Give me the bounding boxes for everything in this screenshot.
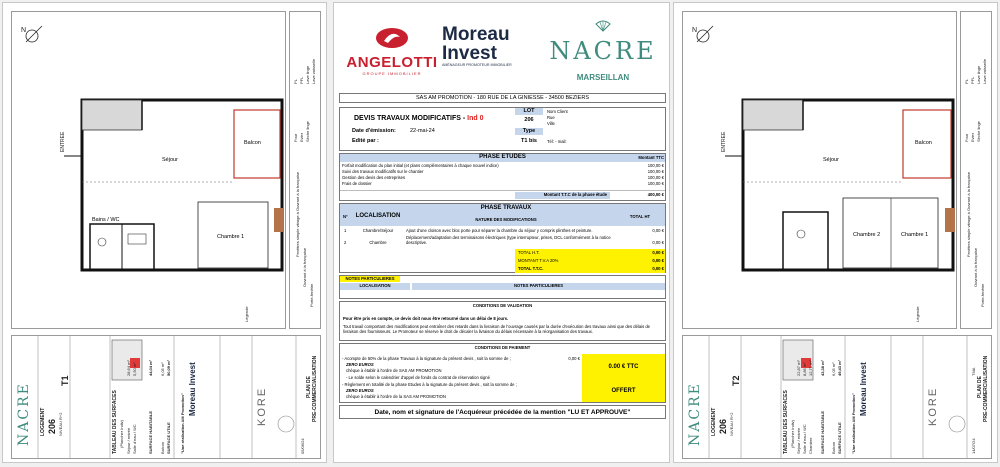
client-street-label: Rue bbox=[547, 115, 555, 120]
col-n-header: N° bbox=[343, 214, 348, 219]
etude-row-label: Frais de dossier bbox=[342, 181, 372, 186]
total-ht-label: TOTAL H.T. bbox=[518, 250, 540, 255]
legend-bottom-label: Légende bbox=[915, 306, 920, 322]
travaux-row-loc: Chambre bbox=[369, 240, 387, 245]
plan-note: Ouvrant à la française bbox=[302, 247, 307, 287]
surface-row-label: Salle d'eau / WC bbox=[132, 424, 137, 454]
company-address: SAS AM PROMOTION - 180 RUE DE LA GINIESSE - 34500 BEZIERS bbox=[339, 93, 666, 103]
surface-row-value: 22,87 m² bbox=[796, 360, 801, 376]
svg-text:N: N bbox=[21, 27, 27, 34]
validation-title: CONDITIONS DE VALIDATION bbox=[472, 303, 533, 308]
room-label: Chambre 1 bbox=[217, 234, 245, 240]
legend-item: Lave vaisselle bbox=[311, 58, 316, 84]
angelotti-subtitle: GROUPE IMMOBILIER bbox=[362, 71, 422, 76]
svg-text:N: N bbox=[692, 27, 698, 34]
nacre-city: MARSEILLAN bbox=[576, 73, 630, 82]
room-label: Séjour bbox=[823, 157, 839, 163]
surface-utile-label: SURFACE UTILE bbox=[166, 422, 171, 454]
logement-type: T1 bbox=[60, 375, 70, 386]
room-label: Séjour bbox=[162, 157, 178, 163]
date-label: Date d'émission: bbox=[352, 128, 396, 134]
plan-note: Ouvrant à la française bbox=[973, 247, 978, 287]
surface-habitable-value: 43,38 m² bbox=[820, 359, 825, 376]
paiement-title: CONDITIONS DE PAIEMENT bbox=[474, 345, 531, 350]
niveau-label: NIVEAU R+2 bbox=[729, 412, 734, 436]
angelotti-logo bbox=[346, 27, 438, 76]
surface-row-value: 5,50 m² bbox=[132, 362, 137, 376]
legend-item: Lave linge bbox=[976, 65, 981, 84]
travaux-row-n: 1 bbox=[344, 228, 347, 233]
notes-col-localisation: LOCALISATION bbox=[340, 283, 410, 290]
balcon-value: 6,05 m² bbox=[160, 362, 165, 376]
legend-item: PFL bbox=[970, 76, 975, 84]
lot-label: LOT bbox=[515, 108, 543, 115]
montant-ttc-header: Montant TTC bbox=[638, 155, 664, 160]
logement-label: LOGEMENT bbox=[711, 407, 717, 436]
surface-utile-label: SURFACE UTILE bbox=[837, 422, 842, 454]
angelotti-mark-icon bbox=[374, 27, 410, 49]
tva-label: MONTANT T.V.A 20% bbox=[518, 258, 559, 263]
legend-item: PL bbox=[293, 79, 298, 84]
travaux-row-total: 0,00 € bbox=[652, 240, 664, 245]
surface-table-title: TABLEAU DES SURFACES bbox=[112, 390, 118, 454]
notes-col-notes: NOTES PARTICULIERES bbox=[412, 283, 665, 290]
travaux-row-nature: Déplacement/adaptation des terminaisons électriques (type interrupteur, prises, DCL conformément à la notice descriptive. bbox=[406, 235, 611, 245]
etude-total-label: Montant T.T.C de la phase étude bbox=[515, 192, 610, 199]
surface-row-label: Séjour / entrée bbox=[126, 427, 131, 454]
plan-type: PRE-COMMERCIALISATION bbox=[983, 355, 989, 422]
plan-index: TMA bbox=[971, 367, 976, 376]
legend-item: Sèche linge bbox=[305, 121, 310, 142]
shell-icon bbox=[595, 20, 611, 32]
etude-row-label: Forfait modification du plan initial (et plans complémentaires à chaque nouvel indice) bbox=[342, 163, 499, 168]
etude-row-label: Gestion des devis des entreprises bbox=[342, 175, 406, 180]
left-title-block bbox=[11, 335, 321, 459]
surface-row-label: Chambre bbox=[808, 437, 813, 454]
room-label: Chambre 2 bbox=[853, 232, 881, 238]
lot-value: 206 bbox=[524, 117, 534, 123]
compass-icon bbox=[21, 26, 42, 42]
nacre-logo: NACRE bbox=[687, 382, 703, 446]
client-city-label: Ville bbox=[547, 121, 555, 126]
moreau-subtitle: AMÉNAGEUR PROMOTEUR IMMOBILIER bbox=[442, 63, 512, 67]
realisation-label: "Une réalisation AM Promotion" bbox=[851, 393, 856, 454]
validation-line-1: Pour être pris en compte, ce devis doit nous être retourné dans un délai de 8 jours. bbox=[343, 316, 509, 321]
cheque-line-1: chèque à établir à l'ordre de SAS AM PROMOTION bbox=[346, 368, 442, 373]
travaux-row-nature: Ajout d'une cloison avec bloc porte pour séparer la chambre du séjour y compris plinthes et peinture. bbox=[406, 228, 593, 233]
surface-utile-value: 50,09 m² bbox=[166, 359, 171, 376]
nacre-logo: NACRE bbox=[16, 382, 32, 446]
legend-item: Evier bbox=[299, 132, 304, 142]
room-label: Balcon bbox=[915, 140, 932, 146]
surface-row-label: Salle d'eau / WC bbox=[802, 424, 807, 454]
notes-particulieres-table bbox=[339, 275, 666, 299]
legend-item: Lave linge bbox=[305, 65, 310, 84]
surface-table-subtitle: (Plancher Indiv) bbox=[119, 419, 124, 448]
etude-row-label: Suivi des travaux modificatifs sur le chantier bbox=[342, 169, 424, 174]
plan-note: Porte-fenêtre bbox=[309, 283, 314, 307]
left-plan-drawing-area bbox=[11, 11, 286, 329]
surface-row-label: Séjour / entrée bbox=[796, 427, 801, 454]
balcon-value: 6,05 m² bbox=[831, 362, 836, 376]
plan-note: Fenêtres simple vitrage à Ouvrant à la française bbox=[295, 171, 300, 257]
devis-sheet bbox=[333, 2, 670, 463]
moreau-invest-logo: Moreau Invest bbox=[188, 362, 197, 416]
compass-icon bbox=[692, 26, 713, 42]
paiement-line-3: - Règlement en totalité de la phase Etudes à la signature du présent devis , soit la somme de ; bbox=[342, 382, 517, 387]
plan-label: PLAN DE bbox=[977, 376, 983, 398]
left-floor-plan-drawing bbox=[12, 12, 285, 328]
surface-row-value: 12,71 m² bbox=[808, 360, 813, 376]
type-label: Type bbox=[515, 128, 543, 135]
legend-item: Sèche linge bbox=[976, 121, 981, 142]
cheque-line-2: chèque à établir à l'ordre de la SAS AM PROMOTION bbox=[346, 394, 446, 399]
travaux-row-n: 2 bbox=[344, 240, 347, 245]
logement-number: 206 bbox=[718, 418, 728, 434]
col-total-header: TOTAL HT bbox=[629, 214, 651, 219]
surface-table-title: TABLEAU DES SURFACES bbox=[783, 390, 789, 454]
nacre-name: NACRE bbox=[549, 37, 657, 65]
plan-note: Porte-fenêtre bbox=[980, 283, 985, 307]
plan-label: PLAN DE bbox=[306, 376, 312, 398]
phase-etudes-table bbox=[339, 153, 666, 201]
col-localisation-header: LOCALISATION bbox=[355, 213, 401, 219]
offert-highlight: OFFERT bbox=[582, 380, 665, 402]
legend-item: Lave vaisselle bbox=[982, 58, 987, 84]
right-floor-plan-drawing bbox=[683, 12, 956, 328]
paiement-line-1-value: 0,00 € bbox=[568, 356, 580, 361]
notes-title: NOTES PARTICULIERES bbox=[340, 276, 400, 282]
plan-date: 14/07/24 bbox=[971, 438, 976, 454]
phase-etudes-title: PHASE ETUDES bbox=[340, 154, 665, 162]
right-title-block bbox=[682, 335, 992, 459]
room-label: Balcon bbox=[244, 140, 261, 146]
angelotti-name: ANGELOTTI bbox=[346, 54, 438, 71]
surface-habitable-label: SURFACE HABITABLE bbox=[820, 410, 825, 454]
client-name-label: Nom Client bbox=[547, 109, 568, 114]
plan-date: 05/06/24 bbox=[300, 438, 305, 454]
legend-bottom-label: Légende bbox=[244, 306, 249, 322]
moreau-top: Moreau bbox=[442, 24, 510, 45]
entry-label: ENTREE bbox=[721, 131, 727, 152]
legend-item: PFL bbox=[299, 76, 304, 84]
total-ttc-highlight: 0.00 € TTC bbox=[582, 354, 665, 380]
validation-box bbox=[339, 301, 666, 341]
surface-row-value: 8,85 m² bbox=[802, 362, 807, 376]
date-value: 22-mai-24 bbox=[410, 128, 435, 134]
moreau-invest-logo: Moreau Invest bbox=[859, 362, 868, 416]
travaux-row-total: 0,00 € bbox=[652, 228, 664, 233]
paiement-line-1: - Acompte de 50% de la phase Travaux à la signature du présent devis , soit la somme de ; bbox=[342, 356, 511, 361]
paiement-line-2: - Le solde selon le calendrier d'appel de fonds du contrat de réservation signé bbox=[346, 375, 490, 380]
travaux-row-loc: Chambre/Séjour bbox=[362, 228, 394, 233]
phase-travaux-table bbox=[339, 203, 666, 273]
surface-table-subtitle: (Plancher Indiv) bbox=[790, 419, 795, 448]
etude-row-value: 100,00 € bbox=[647, 175, 664, 180]
col-nature-header: NATURE DES MODIFICATIONS bbox=[475, 217, 537, 222]
devis-header bbox=[339, 107, 666, 151]
type-value: T1 bis bbox=[521, 138, 537, 144]
room-label: Chambre 1 bbox=[901, 232, 929, 238]
ttc-value: 0,00 € bbox=[652, 266, 664, 271]
edited-label: Edité par : bbox=[352, 138, 379, 144]
client-contact-label: Tél: - mail: bbox=[547, 139, 567, 144]
balcon-label: Balcon bbox=[831, 441, 836, 454]
logement-number: 206 bbox=[47, 418, 57, 434]
devis-title: DEVIS TRAVAUX MODIFICATIFS - Ind 0 bbox=[354, 115, 484, 122]
signature-text: Date, nom et signature de l'Acquéreur précédée de la mention "LU ET APPROUVE" bbox=[374, 409, 631, 416]
logement-type: T2 bbox=[731, 375, 741, 386]
ttc-label: TOTAL T.T.C. bbox=[518, 266, 544, 271]
surface-habitable-label: SURFACE HABITABLE bbox=[148, 410, 153, 454]
right-floor-plan-sheet bbox=[673, 2, 998, 463]
right-legend-column bbox=[960, 11, 992, 329]
legend-item: Evier bbox=[970, 132, 975, 142]
validation-line-2: Tout travail comportant des modifications peut entraîner des retards dans la livraison de l'ouvrage causés par la durée d'exécution des travaux ainsi que des délais de livraison des fournisseurs. Le Promoteur se réserve le droit de décaler la livraison du délais nécessaire à la réorganisation des travaux. bbox=[343, 324, 650, 334]
etude-total-value: 400,00 € bbox=[647, 192, 664, 197]
moreau-invest-logo bbox=[442, 25, 532, 67]
room-label: Bains / WC bbox=[92, 217, 120, 223]
kore-logo: KORE bbox=[927, 386, 939, 426]
entry-label: ENTREE bbox=[60, 131, 66, 152]
zero-euros-2: ZERO EUROS bbox=[346, 388, 374, 393]
kore-logo: KORE bbox=[256, 386, 268, 426]
total-ht-value: 0,00 € bbox=[652, 250, 664, 255]
etude-row-value: 100,00 € bbox=[647, 169, 664, 174]
right-plan-drawing-area bbox=[682, 11, 957, 329]
legend-item: Four bbox=[293, 133, 298, 142]
surface-utile-value: 49,43 m² bbox=[837, 359, 842, 376]
tva-value: 0,00 € bbox=[652, 258, 664, 263]
logo-row bbox=[334, 17, 671, 82]
etude-row-value: 100,00 € bbox=[647, 181, 664, 186]
realisation-label: "Une réalisation AM Promotion" bbox=[180, 393, 185, 454]
etude-row-value: 100,00 € bbox=[647, 163, 664, 168]
left-floor-plan-sheet bbox=[2, 2, 327, 463]
devis-index: Ind 0 bbox=[467, 115, 484, 122]
plan-note: Fenêtres simple vitrage à Ouvrant à la française bbox=[966, 171, 971, 257]
surface-habitable-value: 44,04 m² bbox=[148, 359, 153, 376]
nacre-logo bbox=[542, 19, 664, 82]
left-legend-column bbox=[289, 11, 321, 329]
moreau-bottom: Invest bbox=[442, 43, 497, 64]
plan-type: PRE-COMMERCIALISATION bbox=[312, 355, 318, 422]
niveau-label: NIVEAU R+2 bbox=[58, 412, 63, 436]
paiement-box bbox=[339, 343, 666, 403]
balcon-label: Balcon bbox=[160, 441, 165, 454]
surface-row-value: 28,64 m² bbox=[126, 360, 131, 376]
row-divider bbox=[340, 190, 665, 191]
legend-item: Four bbox=[964, 133, 969, 142]
logement-label: LOGEMENT bbox=[40, 407, 46, 436]
phase-travaux-title: PHASE TRAVAUX bbox=[480, 205, 532, 211]
signature-box bbox=[339, 405, 666, 419]
zero-euros-1: ZERO EUROS bbox=[346, 362, 374, 367]
legend-item: PL bbox=[964, 79, 969, 84]
